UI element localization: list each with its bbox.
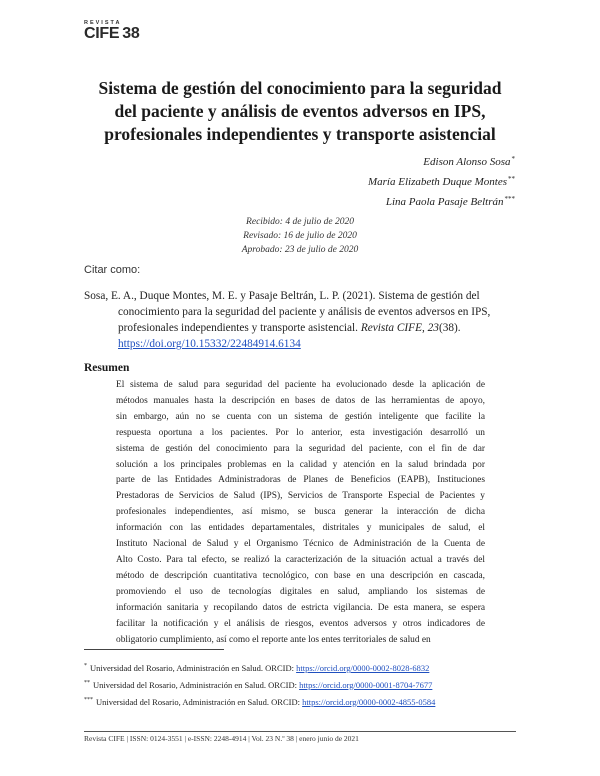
footnote-text: Universidad del Rosario, Administración en Salud. ORCID: bbox=[93, 679, 300, 690]
title-line: del paciente y análisis de eventos adversos en IPS, bbox=[114, 101, 486, 121]
author-1 bbox=[368, 152, 515, 172]
abstract-line: Prestadoras de Servicios de Salud (IPS), Servicios de Transporte Especial de Pacientes y bbox=[116, 491, 485, 502]
logo-small-text: REVISTA bbox=[84, 20, 122, 26]
author-mark: ** bbox=[508, 175, 515, 183]
footnotes bbox=[84, 660, 435, 710]
footnote-mark: * bbox=[84, 663, 87, 669]
cite-as-label: Citar como: bbox=[84, 264, 141, 276]
article-title bbox=[70, 77, 530, 146]
footnote-divider bbox=[84, 649, 224, 650]
abstract-line: El sistema de salud para seguridad del paciente ha evolucionado desde la aplicación de bbox=[116, 380, 485, 390]
footnote-3 bbox=[84, 694, 435, 711]
submission-dates bbox=[0, 215, 600, 257]
abstract-line: método de descripción cuantitativa tecnológico, con base en una descripción en cascada, bbox=[116, 570, 485, 581]
citation-issue: (38). bbox=[438, 322, 461, 334]
footnote-mark: *** bbox=[84, 696, 93, 703]
footer-divider bbox=[84, 731, 516, 732]
abstract-line: solución a los principales problemas en la calidad y atención en la salud brindada por bbox=[116, 459, 485, 470]
citation-text: profesionales independientes y transporte asistencial. bbox=[118, 322, 361, 334]
footnote-text: Universidad del Rosario, Administración en Salud. ORCID: bbox=[90, 663, 297, 673]
citation-block bbox=[84, 288, 516, 352]
journal-logo bbox=[84, 20, 164, 54]
author-name: María Elizabeth Duque Montes bbox=[367, 176, 507, 188]
footnote-text: Universidad del Rosario, Administración en Salud. ORCID: bbox=[96, 696, 303, 707]
author-mark: *** bbox=[504, 195, 515, 203]
footnote-2 bbox=[84, 677, 435, 694]
citation-journal: Revista CIFE, 23 bbox=[360, 322, 439, 334]
abstract-line: métodos manuales hasta la descripción en bases de datos de las herramientas de apoyo, bbox=[116, 395, 485, 406]
author-name: Edison Alonso Sosa bbox=[423, 156, 511, 168]
logo-main-text bbox=[84, 25, 139, 43]
orcid-link[interactable]: https://orcid.org/0000-0001-8704-7677 bbox=[299, 679, 433, 690]
citation-line bbox=[84, 336, 516, 352]
author-list bbox=[368, 152, 515, 212]
doi-link[interactable]: https://doi.org/10.15332/22484914.6134 bbox=[118, 338, 301, 350]
citation-line: conocimiento para la seguridad del paciente y análisis de eventos adversos en IPS, bbox=[118, 306, 491, 318]
logo-cife: CIFE bbox=[84, 25, 120, 42]
citation-line: Sosa, E. A., Duque Montes, M. E. y Pasaje Beltrán, L. P. (2021). Sistema de gestión del bbox=[84, 290, 480, 302]
abstract-heading: Resumen bbox=[84, 362, 130, 374]
abstract-line: respuesta oportuna a los pacientes. Por lo anterior, esta investigación desarrolló un bbox=[116, 427, 485, 438]
footnote-mark: ** bbox=[84, 679, 90, 686]
author-3 bbox=[368, 192, 515, 212]
author-mark: * bbox=[511, 155, 515, 163]
date-approved: Aprobado: 23 de julio de 2020 bbox=[241, 245, 359, 255]
abstract-line: Alto Costo. Para tal efecto, se realizó la caracterización de la situación actual a través del bbox=[116, 554, 485, 565]
footnote-1 bbox=[84, 660, 435, 677]
date-received: Recibido: 4 de julio de 2020 bbox=[246, 217, 354, 227]
date-revised: Revisado: 16 de julio de 2020 bbox=[243, 231, 357, 241]
abstract-line: parte de las Entidades Administradoras de Planes de Beneficios (EAPB), Instituciones bbox=[116, 475, 485, 486]
abstract-line: información sanitaria y recopilando datos de estricta vigilancia. De esta manera, se espera bbox=[116, 602, 485, 613]
abstract-line: obligatorio cumplimiento, así como el reporte ante los entes territoriales de salud en bbox=[116, 634, 431, 645]
abstract-line: sistema de gestión del conocimiento para la seguridad del paciente, con el fin de dar bbox=[116, 443, 485, 454]
issue-number: 38 bbox=[122, 25, 140, 42]
orcid-link[interactable]: https://orcid.org/0000-0002-4855-0584 bbox=[302, 696, 436, 707]
abstract-line: profesionales independientes, así mismo, se busca generar la interacción de dicha bbox=[116, 507, 485, 518]
orcid-link[interactable]: https://orcid.org/0000-0002-8028-6832 bbox=[296, 663, 430, 673]
abstract-body bbox=[116, 378, 485, 648]
abstract-line: promoviendo el uso de tecnologías digitales en salud, ampliando los sistemas de bbox=[116, 586, 485, 597]
author-name: Lina Paola Pasaje Beltrán bbox=[385, 196, 504, 208]
abstract-line: Instituto Nacional de Salud y el Organismo Técnico de Administración de la Cuenta de bbox=[116, 539, 485, 550]
abstract-line: información con las entidades departamentales, distritales y municipales de salud, el bbox=[116, 523, 485, 534]
page-footer: Revista CIFE | ISSN: 0124-3551 | e-ISSN: 2248-4914 | Vol. 23 N.º 38 | enero junio de 2021 bbox=[84, 734, 359, 743]
author-2 bbox=[368, 172, 515, 192]
citation-line bbox=[84, 320, 516, 336]
title-line: profesionales independientes y transporte asistencial bbox=[104, 124, 496, 144]
abstract-line: facilitar la notificación y el análisis de riesgos, eventos adversos y otros indicadores de bbox=[116, 618, 485, 629]
abstract-line: sin embargo, aún no se cuenta con un sistema de gestión inteligente que facilite la bbox=[116, 411, 485, 422]
title-line: Sistema de gestión del conocimiento para la seguridad bbox=[98, 78, 502, 98]
